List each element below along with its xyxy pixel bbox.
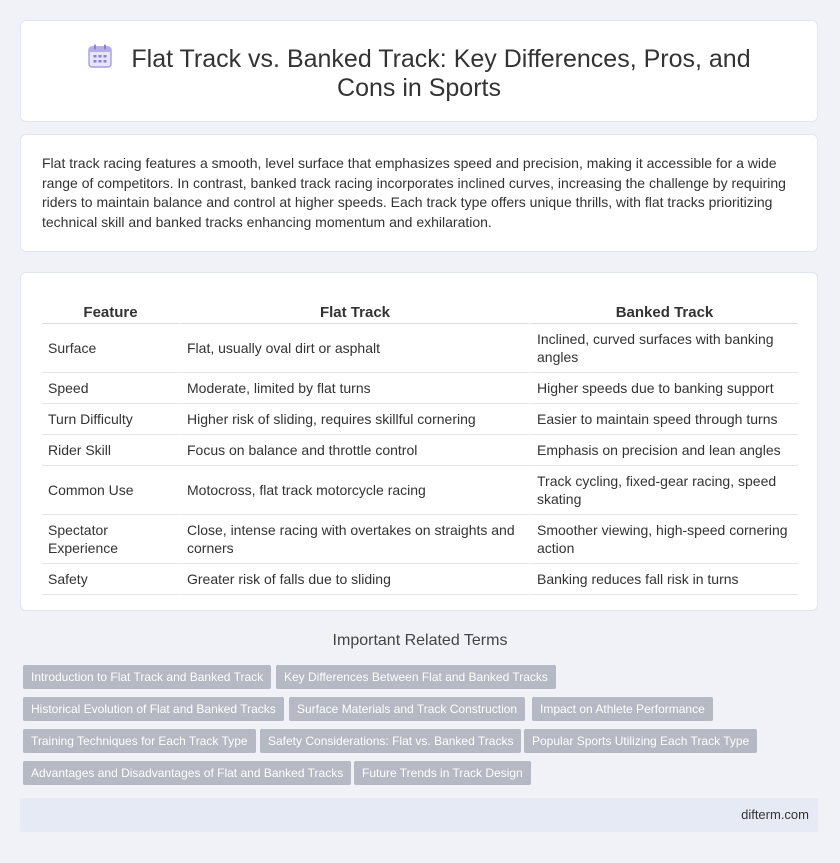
table-cell: Banking reduces fall risk in turns xyxy=(529,564,798,595)
table-cell: Surface xyxy=(42,324,179,373)
related-term-tag[interactable]: Surface Materials and Track Construction xyxy=(289,697,525,721)
related-term-tag[interactable]: Historical Evolution of Flat and Banked Tracks xyxy=(23,697,284,721)
table-cell: Emphasis on precision and lean angles xyxy=(529,435,798,466)
related-term-tag[interactable]: Introduction to Flat Track and Banked Track xyxy=(23,665,271,689)
table-cell: Turn Difficulty xyxy=(42,404,179,435)
table-cell: Rider Skill xyxy=(42,435,179,466)
table-row xyxy=(42,564,798,595)
page-title: Flat Track vs. Banked Track: Key Differences, Pros, and Cons in Sports xyxy=(131,45,751,102)
table-cell: Inclined, curved surfaces with banking angles xyxy=(529,324,798,373)
table-row xyxy=(42,373,798,404)
related-terms-heading: Important Related Terms xyxy=(332,632,508,649)
intro-paragraph: Flat track racing features a smooth, level surface that emphasizes speed and precision, making it accessible for a wide range of competitors. In contrast, banked track racing incorporates inclined curves, increasing the challenge by requiring riders to maintain balance and control at higher speeds. Each track type offers unique thrills, with flat tracks prioritizing technical skill and banked tracks enhancing momentum and exhilaration. xyxy=(42,155,786,230)
related-term-tag[interactable]: Safety Considerations: Flat vs. Banked Tracks xyxy=(260,729,521,753)
table-row xyxy=(42,324,798,373)
table-row xyxy=(42,404,798,435)
header-card xyxy=(20,20,818,122)
table-cell: Easier to maintain speed through turns xyxy=(529,404,798,435)
comparison-card xyxy=(20,272,818,611)
calendar-icon xyxy=(87,43,113,74)
table-cell: Track cycling, fixed-gear racing, speed skating xyxy=(529,466,798,515)
table-cell: Spectator Experience xyxy=(42,515,179,564)
column-header-banked-track: Banked Track xyxy=(529,294,798,324)
table-cell: Higher speeds due to banking support xyxy=(529,373,798,404)
related-term-tag[interactable]: Key Differences Between Flat and Banked Tracks xyxy=(276,665,556,689)
table-cell: Motocross, flat track motorcycle racing xyxy=(179,466,529,515)
table-header-row xyxy=(42,294,798,324)
related-term-tag[interactable]: Impact on Athlete Performance xyxy=(532,697,713,721)
column-header-flat-track: Flat Track xyxy=(179,294,529,324)
related-term-tag[interactable]: Future Trends in Track Design xyxy=(354,761,531,785)
table-cell: Flat, usually oval dirt or asphalt xyxy=(179,324,529,373)
table-cell: Focus on balance and throttle control xyxy=(179,435,529,466)
table-cell: Smoother viewing, high-speed cornering action xyxy=(529,515,798,564)
footer-bar xyxy=(20,798,818,832)
table-cell: Greater risk of falls due to sliding xyxy=(179,564,529,595)
table-row xyxy=(42,466,798,515)
table-cell: Speed xyxy=(42,373,179,404)
table-cell: Common Use xyxy=(42,466,179,515)
table-cell: Safety xyxy=(42,564,179,595)
related-term-tag[interactable]: Training Techniques for Each Track Type xyxy=(23,729,256,753)
table-cell: Moderate, limited by flat turns xyxy=(179,373,529,404)
table-cell: Close, intense racing with overtakes on straights and corners xyxy=(179,515,529,564)
column-header-feature: Feature xyxy=(42,294,179,324)
related-term-tag[interactable]: Popular Sports Utilizing Each Track Type xyxy=(524,729,757,753)
related-term-tag[interactable]: Advantages and Disadvantages of Flat and Banked Tracks xyxy=(23,761,351,785)
comparison-table xyxy=(42,294,798,595)
table-row xyxy=(42,515,798,564)
footer-site-link[interactable]: difterm.com xyxy=(741,807,809,822)
table-cell: Higher risk of sliding, requires skillful cornering xyxy=(179,404,529,435)
table-row xyxy=(42,435,798,466)
intro-card xyxy=(20,134,818,252)
